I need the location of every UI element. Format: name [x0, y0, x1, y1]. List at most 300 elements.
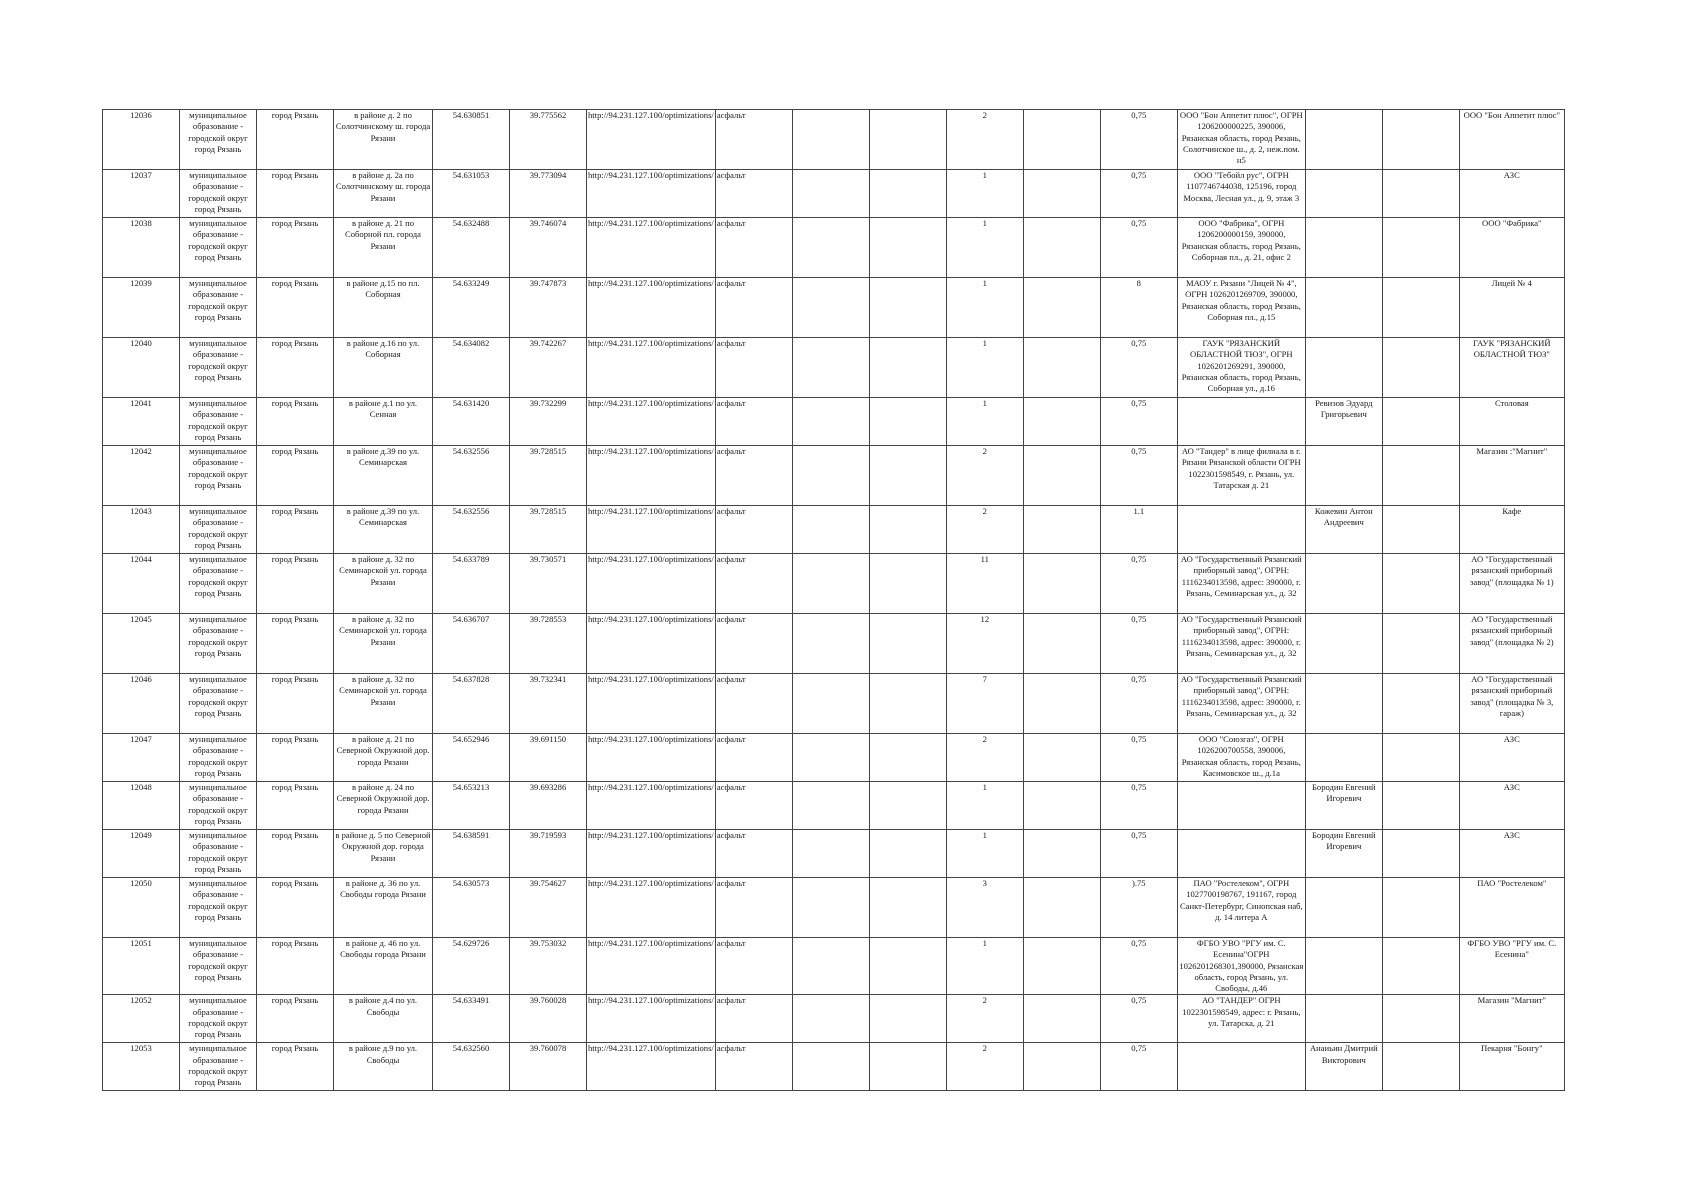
cell-city: город Рязань [257, 218, 334, 278]
cell-waste-source: АЗС [1459, 830, 1564, 878]
cell-waste-source: АО "Государственный рязанский приборный завод" (площадка № 2) [1459, 614, 1564, 674]
cell-owner-person [1305, 338, 1382, 398]
cell-empty-4 [1382, 674, 1459, 734]
cell-municipality: муниципальное образование - городской округ город Рязань [180, 995, 257, 1043]
cell-container-volume: 0,75 [1100, 674, 1177, 734]
cell-owner-organization [1177, 830, 1305, 878]
cell-container-volume: 0,75 [1100, 170, 1177, 218]
cell-container-volume: 8 [1100, 278, 1177, 338]
cell-url: http://94.231.127.100/optimizations/ [587, 1043, 716, 1091]
cell-empty-4 [1382, 338, 1459, 398]
cell-empty-3 [1023, 995, 1100, 1043]
cell-municipality: муниципальное образование - городской округ город Рязань [180, 782, 257, 830]
cell-empty-4 [1382, 278, 1459, 338]
cell-address: в районе д.15 по пл. Соборная [334, 278, 433, 338]
cell-empty-2 [869, 446, 946, 506]
cell-owner-organization: ГАУК "РЯЗАНСКИЙ ОБЛАСТНОЙ ТЮЗ", ОГРН 1026201269291, 390000, Рязанская область, город Рязань, Соборная ул., д.16 [1177, 338, 1305, 398]
cell-owner-person [1305, 554, 1382, 614]
cell-surface: асфальт [715, 506, 792, 554]
cell-municipality: муниципальное образование - городской округ город Рязань [180, 554, 257, 614]
cell-owner-person [1305, 938, 1382, 995]
cell-owner-organization: АО "ТАНДЕР" ОГРН 1022301598549, адрес: г. Рязань, ул. Татарска, д. 21 [1177, 995, 1305, 1043]
cell-empty-2 [869, 170, 946, 218]
cell-empty-2 [869, 614, 946, 674]
cell-container-volume: 0,75 [1100, 398, 1177, 446]
cell-url: http://94.231.127.100/optimizations/ [587, 278, 716, 338]
cell-empty-3 [1023, 674, 1100, 734]
cell-container-count: 1 [946, 338, 1023, 398]
cell-latitude: 54.633249 [433, 278, 510, 338]
table-row [103, 554, 1565, 614]
cell-city: город Рязань [257, 938, 334, 995]
cell-id: 12040 [103, 338, 180, 398]
cell-surface: асфальт [715, 995, 792, 1043]
cell-longitude: 39.719593 [510, 830, 587, 878]
cell-owner-organization: ФГБО УВО "РГУ им. С. Есенина"ОГРН 1026201268301,390000, Рязанская область, город Рязань, ул. Свободы, д.46 [1177, 938, 1305, 995]
cell-owner-organization: АО "Государственный Рязанский приборный завод", ОГРН: 1116234013598, адрес: 390000, г. Рязань, Семинарская ул., д. 32 [1177, 554, 1305, 614]
cell-owner-person [1305, 278, 1382, 338]
cell-latitude: 54.634082 [433, 338, 510, 398]
cell-address: в районе д.9 по ул. Свободы [334, 1043, 433, 1091]
cell-id: 12053 [103, 1043, 180, 1091]
cell-url: http://94.231.127.100/optimizations/ [587, 338, 716, 398]
table-row [103, 1043, 1565, 1091]
table-row [103, 218, 1565, 278]
cell-empty-3 [1023, 110, 1100, 170]
cell-municipality: муниципальное образование - городской округ город Рязань [180, 878, 257, 938]
cell-surface: асфальт [715, 110, 792, 170]
cell-container-count: 1 [946, 938, 1023, 995]
cell-empty-4 [1382, 995, 1459, 1043]
cell-waste-source: АЗС [1459, 170, 1564, 218]
cell-empty-3 [1023, 878, 1100, 938]
cell-empty-3 [1023, 506, 1100, 554]
cell-container-volume: 0,75 [1100, 938, 1177, 995]
cell-container-count: 11 [946, 554, 1023, 614]
cell-latitude: 54.636707 [433, 614, 510, 674]
cell-id: 12045 [103, 614, 180, 674]
cell-latitude: 54.630851 [433, 110, 510, 170]
cell-id: 12052 [103, 995, 180, 1043]
cell-surface: асфальт [715, 170, 792, 218]
cell-empty-2 [869, 878, 946, 938]
cell-city: город Рязань [257, 446, 334, 506]
cell-id: 12037 [103, 170, 180, 218]
cell-id: 12044 [103, 554, 180, 614]
cell-empty-2 [869, 218, 946, 278]
cell-container-count: 1 [946, 782, 1023, 830]
cell-container-count: 2 [946, 734, 1023, 782]
registry-table [102, 109, 1565, 1091]
cell-empty-2 [869, 734, 946, 782]
cell-surface: асфальт [715, 830, 792, 878]
cell-latitude: 54.629726 [433, 938, 510, 995]
cell-surface: асфальт [715, 278, 792, 338]
cell-municipality: муниципальное образование - городской округ город Рязань [180, 338, 257, 398]
cell-url: http://94.231.127.100/optimizations/ [587, 830, 716, 878]
cell-url: http://94.231.127.100/optimizations/ [587, 674, 716, 734]
table-row [103, 446, 1565, 506]
cell-municipality: муниципальное образование - городской округ город Рязань [180, 110, 257, 170]
cell-address: в районе д. 32 по Семинарской ул. города Рязани [334, 674, 433, 734]
cell-url: http://94.231.127.100/optimizations/ [587, 878, 716, 938]
cell-url: http://94.231.127.100/optimizations/ [587, 398, 716, 446]
cell-city: город Рязань [257, 782, 334, 830]
cell-container-volume: 0,75 [1100, 338, 1177, 398]
cell-id: 12043 [103, 506, 180, 554]
cell-waste-source: ООО "Бон Аппетит плюс" [1459, 110, 1564, 170]
cell-owner-person [1305, 995, 1382, 1043]
cell-empty-1 [792, 278, 869, 338]
table-row [103, 782, 1565, 830]
cell-owner-organization [1177, 398, 1305, 446]
cell-url: http://94.231.127.100/optimizations/ [587, 218, 716, 278]
cell-empty-1 [792, 830, 869, 878]
cell-surface: асфальт [715, 938, 792, 995]
cell-empty-4 [1382, 506, 1459, 554]
cell-empty-2 [869, 674, 946, 734]
cell-surface: асфальт [715, 446, 792, 506]
cell-owner-organization: ООО "Тебойл рус", ОГРН 1107746744038, 125196, город Москва, Лесная ул., д. 9, этаж 3 [1177, 170, 1305, 218]
cell-empty-1 [792, 614, 869, 674]
cell-longitude: 39.732299 [510, 398, 587, 446]
cell-id: 12046 [103, 674, 180, 734]
cell-empty-2 [869, 995, 946, 1043]
cell-empty-1 [792, 110, 869, 170]
cell-address: в районе д.39 по ул. Семинарская [334, 446, 433, 506]
cell-owner-organization: АО "Тандер" в лице филиала в г. Рязани Рязанской области ОГРН 1022301598549, г. Рязань, ул. Татарская д. 21 [1177, 446, 1305, 506]
cell-latitude: 54.632556 [433, 506, 510, 554]
cell-empty-4 [1382, 554, 1459, 614]
cell-city: город Рязань [257, 170, 334, 218]
cell-waste-source: АО "Государственный рязанский приборный завод" (площадка № 1) [1459, 554, 1564, 614]
cell-latitude: 54.638591 [433, 830, 510, 878]
cell-empty-1 [792, 734, 869, 782]
cell-container-volume: 0,75 [1100, 446, 1177, 506]
cell-city: город Рязань [257, 995, 334, 1043]
cell-municipality: муниципальное образование - городской округ город Рязань [180, 614, 257, 674]
cell-longitude: 39.728553 [510, 614, 587, 674]
table-row [103, 614, 1565, 674]
cell-longitude: 39.753032 [510, 938, 587, 995]
cell-latitude: 54.652946 [433, 734, 510, 782]
cell-municipality: муниципальное образование - городской округ город Рязань [180, 446, 257, 506]
cell-container-count: 12 [946, 614, 1023, 674]
cell-city: город Рязань [257, 614, 334, 674]
cell-address: в районе д.39 по ул. Семинарская [334, 506, 433, 554]
cell-latitude: 54.631053 [433, 170, 510, 218]
cell-surface: асфальт [715, 338, 792, 398]
cell-municipality: муниципальное образование - городской округ город Рязань [180, 278, 257, 338]
table-row [103, 674, 1565, 734]
cell-container-volume: ).75 [1100, 878, 1177, 938]
cell-owner-person: Бородин Евгений Игоревич [1305, 782, 1382, 830]
cell-container-count: 1 [946, 170, 1023, 218]
cell-url: http://94.231.127.100/optimizations/ [587, 554, 716, 614]
cell-container-volume: 0,75 [1100, 1043, 1177, 1091]
cell-empty-4 [1382, 170, 1459, 218]
cell-city: город Рязань [257, 338, 334, 398]
cell-url: http://94.231.127.100/optimizations/ [587, 446, 716, 506]
table-row [103, 110, 1565, 170]
cell-owner-organization: МАОУ г. Рязани "Лицей № 4", ОГРН 1026201269709, 390000, Рязанская область, город Рязань, Соборная пл., д.15 [1177, 278, 1305, 338]
cell-id: 12051 [103, 938, 180, 995]
cell-municipality: муниципальное образование - городской округ город Рязань [180, 170, 257, 218]
cell-empty-2 [869, 110, 946, 170]
cell-container-count: 2 [946, 995, 1023, 1043]
cell-empty-2 [869, 554, 946, 614]
cell-container-volume: 0,75 [1100, 830, 1177, 878]
cell-id: 12050 [103, 878, 180, 938]
cell-empty-2 [869, 398, 946, 446]
cell-municipality: муниципальное образование - городской округ город Рязань [180, 1043, 257, 1091]
cell-longitude: 39.754627 [510, 878, 587, 938]
cell-owner-organization [1177, 506, 1305, 554]
cell-empty-2 [869, 830, 946, 878]
cell-surface: асфальт [715, 218, 792, 278]
cell-container-count: 2 [946, 506, 1023, 554]
cell-empty-2 [869, 782, 946, 830]
cell-empty-4 [1382, 614, 1459, 674]
cell-empty-1 [792, 674, 869, 734]
cell-owner-person [1305, 170, 1382, 218]
cell-municipality: муниципальное образование - городской округ город Рязань [180, 830, 257, 878]
cell-city: город Рязань [257, 734, 334, 782]
cell-waste-source: Пекарня "Бонгу" [1459, 1043, 1564, 1091]
cell-owner-person: Кожевин Антон Андреевич [1305, 506, 1382, 554]
cell-empty-1 [792, 782, 869, 830]
cell-empty-4 [1382, 446, 1459, 506]
cell-municipality: муниципальное образование - городской округ город Рязань [180, 734, 257, 782]
cell-empty-1 [792, 338, 869, 398]
cell-id: 12038 [103, 218, 180, 278]
cell-address: в районе д.1 по ул. Сенная [334, 398, 433, 446]
cell-empty-3 [1023, 938, 1100, 995]
cell-latitude: 54.637828 [433, 674, 510, 734]
table-row [103, 734, 1565, 782]
table-row [103, 170, 1565, 218]
cell-city: город Рязань [257, 506, 334, 554]
cell-empty-3 [1023, 554, 1100, 614]
cell-surface: асфальт [715, 734, 792, 782]
cell-url: http://94.231.127.100/optimizations/ [587, 995, 716, 1043]
cell-container-volume: 0,75 [1100, 734, 1177, 782]
cell-owner-person [1305, 734, 1382, 782]
cell-id: 12039 [103, 278, 180, 338]
cell-id: 12048 [103, 782, 180, 830]
cell-empty-3 [1023, 398, 1100, 446]
table-row [103, 338, 1565, 398]
cell-surface: асфальт [715, 782, 792, 830]
cell-longitude: 39.760028 [510, 995, 587, 1043]
cell-longitude: 39.747873 [510, 278, 587, 338]
cell-address: в районе д. 24 по Северной Окружной дор. города Рязани [334, 782, 433, 830]
cell-address: в районе д.16 по ул. Соборная [334, 338, 433, 398]
cell-waste-source: АЗС [1459, 734, 1564, 782]
cell-municipality: муниципальное образование - городской округ город Рязань [180, 674, 257, 734]
cell-municipality: муниципальное образование - городской округ город Рязань [180, 506, 257, 554]
cell-city: город Рязань [257, 1043, 334, 1091]
table-row [103, 995, 1565, 1043]
cell-waste-source: АО "Государственный рязанский приборный завод" (площадка № 3, гараж) [1459, 674, 1564, 734]
cell-empty-2 [869, 1043, 946, 1091]
cell-container-count: 3 [946, 878, 1023, 938]
cell-empty-2 [869, 278, 946, 338]
cell-address: в районе д. 2 по Солотчинскому ш. города Рязани [334, 110, 433, 170]
cell-container-count: 2 [946, 1043, 1023, 1091]
cell-id: 12049 [103, 830, 180, 878]
cell-address: в районе д.4 по ул. Свободы [334, 995, 433, 1043]
cell-latitude: 54.630573 [433, 878, 510, 938]
cell-owner-person [1305, 878, 1382, 938]
cell-city: город Рязань [257, 878, 334, 938]
cell-latitude: 54.631420 [433, 398, 510, 446]
cell-url: http://94.231.127.100/optimizations/ [587, 782, 716, 830]
cell-city: город Рязань [257, 278, 334, 338]
cell-owner-person [1305, 674, 1382, 734]
table-row [103, 830, 1565, 878]
cell-address: в районе д. 21 по Северной Окружной дор. города Рязани [334, 734, 433, 782]
cell-empty-3 [1023, 278, 1100, 338]
cell-address: в районе д. 36 по ул. Свободы города Рязани [334, 878, 433, 938]
cell-waste-source: Столовая [1459, 398, 1564, 446]
cell-owner-person [1305, 446, 1382, 506]
cell-empty-3 [1023, 446, 1100, 506]
cell-municipality: муниципальное образование - городской округ город Рязань [180, 938, 257, 995]
cell-longitude: 39.773094 [510, 170, 587, 218]
cell-surface: асфальт [715, 1043, 792, 1091]
cell-empty-1 [792, 554, 869, 614]
cell-id: 12047 [103, 734, 180, 782]
cell-owner-organization: АО "Государственный Рязанский приборный завод", ОГРН: 1116234013598, адрес: 390000, г. Рязань, Семинарская ул., д. 32 [1177, 674, 1305, 734]
cell-owner-organization: ПАО "Ростелеком", ОГРН 1027700198767, 191167, город Санкт-Петербург, Синопская наб, д. 14 литера А [1177, 878, 1305, 938]
cell-address: в районе д. 32 по Семинарской ул. города Рязани [334, 554, 433, 614]
cell-longitude: 39.775562 [510, 110, 587, 170]
cell-url: http://94.231.127.100/optimizations/ [587, 170, 716, 218]
cell-owner-person [1305, 110, 1382, 170]
cell-latitude: 54.633491 [433, 995, 510, 1043]
cell-city: город Рязань [257, 110, 334, 170]
cell-empty-4 [1382, 830, 1459, 878]
cell-surface: асфальт [715, 614, 792, 674]
cell-id: 12042 [103, 446, 180, 506]
cell-address: в районе д. 32 по Семинарской ул. города Рязани [334, 614, 433, 674]
cell-owner-person [1305, 614, 1382, 674]
cell-empty-2 [869, 506, 946, 554]
cell-id: 12041 [103, 398, 180, 446]
cell-empty-1 [792, 446, 869, 506]
cell-waste-source: ООО "Фабрика" [1459, 218, 1564, 278]
cell-empty-1 [792, 938, 869, 995]
cell-empty-2 [869, 938, 946, 995]
cell-surface: асфальт [715, 878, 792, 938]
cell-longitude: 39.728515 [510, 506, 587, 554]
table-row [103, 398, 1565, 446]
cell-waste-source: ПАО "Ростелеком" [1459, 878, 1564, 938]
cell-municipality: муниципальное образование - городской округ город Рязань [180, 218, 257, 278]
cell-surface: асфальт [715, 674, 792, 734]
cell-container-volume: 0,75 [1100, 995, 1177, 1043]
cell-owner-person: Анаиьин Дмитрий Викторович [1305, 1043, 1382, 1091]
cell-container-volume: 0,75 [1100, 782, 1177, 830]
cell-address: в районе д. 2а по Солотчинскому ш. города Рязани [334, 170, 433, 218]
cell-address: в районе д. 5 по Северной Окружной дор. города Рязани [334, 830, 433, 878]
cell-empty-1 [792, 398, 869, 446]
cell-empty-4 [1382, 734, 1459, 782]
cell-municipality: муниципальное образование - городской округ город Рязань [180, 398, 257, 446]
cell-url: http://94.231.127.100/optimizations/ [587, 614, 716, 674]
cell-empty-1 [792, 506, 869, 554]
cell-waste-source: Кафе [1459, 506, 1564, 554]
cell-empty-3 [1023, 1043, 1100, 1091]
cell-container-count: 1 [946, 398, 1023, 446]
cell-longitude: 39.760078 [510, 1043, 587, 1091]
cell-empty-4 [1382, 938, 1459, 995]
cell-longitude: 39.728515 [510, 446, 587, 506]
cell-owner-person [1305, 218, 1382, 278]
cell-latitude: 54.632556 [433, 446, 510, 506]
cell-longitude: 39.691150 [510, 734, 587, 782]
cell-empty-1 [792, 995, 869, 1043]
cell-waste-source: ФГБО УВО "РГУ им. С. Есенина" [1459, 938, 1564, 995]
cell-waste-source: ГАУК "РЯЗАНСКИЙ ОБЛАСТНОЙ ТЮЗ" [1459, 338, 1564, 398]
cell-owner-organization [1177, 782, 1305, 830]
cell-container-count: 2 [946, 110, 1023, 170]
cell-empty-4 [1382, 398, 1459, 446]
cell-waste-source: АЗС [1459, 782, 1564, 830]
cell-city: город Рязань [257, 554, 334, 614]
cell-empty-3 [1023, 830, 1100, 878]
cell-waste-source: Магазин :"Магнит" [1459, 446, 1564, 506]
cell-latitude: 54.653213 [433, 782, 510, 830]
cell-url: http://94.231.127.100/optimizations/ [587, 110, 716, 170]
cell-owner-person: Бородин Евгений Игоревич [1305, 830, 1382, 878]
cell-container-count: 1 [946, 830, 1023, 878]
cell-owner-organization [1177, 1043, 1305, 1091]
cell-longitude: 39.693286 [510, 782, 587, 830]
cell-empty-3 [1023, 170, 1100, 218]
cell-empty-4 [1382, 782, 1459, 830]
cell-longitude: 39.746074 [510, 218, 587, 278]
cell-city: город Рязань [257, 398, 334, 446]
cell-url: http://94.231.127.100/optimizations/ [587, 938, 716, 995]
cell-empty-3 [1023, 782, 1100, 830]
cell-empty-1 [792, 878, 869, 938]
cell-container-volume: 0,75 [1100, 554, 1177, 614]
cell-longitude: 39.732341 [510, 674, 587, 734]
cell-container-count: 2 [946, 446, 1023, 506]
cell-waste-source: Магазин "Магнит" [1459, 995, 1564, 1043]
cell-container-volume: 1.1 [1100, 506, 1177, 554]
cell-empty-3 [1023, 218, 1100, 278]
cell-owner-organization: АО "Государственный Рязанский приборный завод", ОГРН: 1116234013598, адрес: 390000, г. Рязань, Семинарская ул., д. 32 [1177, 614, 1305, 674]
cell-empty-1 [792, 1043, 869, 1091]
cell-empty-2 [869, 338, 946, 398]
cell-container-count: 1 [946, 218, 1023, 278]
cell-city: город Рязань [257, 674, 334, 734]
cell-container-count: 1 [946, 278, 1023, 338]
cell-owner-organization: ООО "Фабрика", ОГРН 1206200000159, 390000, Рязанская область, город Рязань, Соборная пл., д. 21, офис 2 [1177, 218, 1305, 278]
cell-empty-3 [1023, 338, 1100, 398]
cell-owner-person: Ревизов Эдуард Григорьевич [1305, 398, 1382, 446]
cell-owner-organization: ООО "Союзгаз", ОГРН 1026200700558, 390006, Рязанская область, город Рязань, Касимовское ш., д.1а [1177, 734, 1305, 782]
table-row [103, 278, 1565, 338]
cell-url: http://94.231.127.100/optimizations/ [587, 506, 716, 554]
cell-waste-source: Лицей № 4 [1459, 278, 1564, 338]
cell-empty-4 [1382, 110, 1459, 170]
cell-latitude: 54.632488 [433, 218, 510, 278]
cell-longitude: 39.742267 [510, 338, 587, 398]
